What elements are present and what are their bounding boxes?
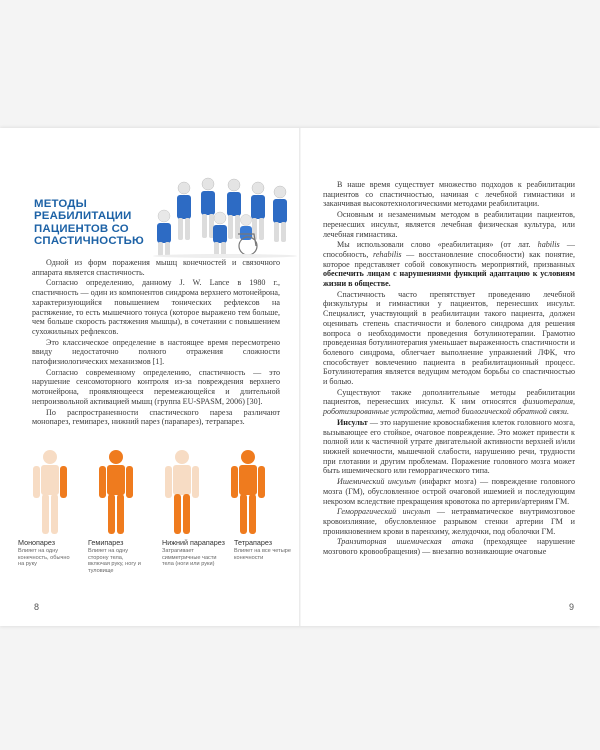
text-run: — способность, (323, 240, 575, 259)
page-number: 9 (568, 602, 574, 612)
figure-label-name: Тетрапарез (234, 538, 273, 547)
emphasis-text: обеспечить лицам с нарушениями функций адаптацию к условиям жизни в обществе. (323, 269, 575, 289)
paragraph: Одной из форм поражения мышц конечностей и связочного аппарата является спастичность. (32, 258, 280, 277)
paragraph (323, 477, 575, 506)
methods-list: физиотерапия, роботизированные устройства, метод биологической обратной связи. (323, 397, 575, 417)
right-page (301, 128, 600, 626)
paragraph (323, 388, 575, 417)
paragraph: Это классическое определение в настоящее время пересмотрено ввиду недостаточно полного отражения сложности патофизиологических механизмов [1]. (32, 337, 280, 367)
text-run: (преходящее нарушение мозгового кровообращения) — внезапно возникающие очаговые (323, 537, 575, 557)
figure-label (18, 538, 76, 568)
figure-label-desc: Влияет на одну сторону тела, включая руку, ногу и туловище (88, 548, 141, 574)
hemiparesis-figure (99, 450, 133, 534)
latin-term: rehabilis (372, 249, 402, 259)
figure-label-name: Гемипарез (88, 538, 124, 547)
figure-label (234, 538, 292, 561)
term-transient-ischemic-attack: Транзиторная ишемическая атака (337, 537, 474, 547)
paragraph (323, 507, 575, 536)
page-number: 8 (34, 602, 40, 612)
text-run: Мы использовали слово «реабилитация» (от лат. (337, 240, 538, 250)
paragraph: Согласно определению, данному J. W. Lance в 1980 г., спастичность — один из компонентов синдрома верхнего мотонейрона, характеризующийся повышением тонических рефлексов на растяжение, то есть мышечного тонуса (которое выражено тем больше, чем больше скорость растяжения мышцы), в сочетании с повышением сухожильных рефлексов. (32, 278, 280, 336)
paraparesis-figure (165, 450, 199, 534)
section-heading: МЕТОДЫ РЕАБИЛИТАЦИИ ПАЦИЕНТОВ СО СПАСТИЧНОСТЬЮ (34, 198, 144, 248)
left-page (0, 128, 299, 626)
figure-label-name: Нижний парапарез (162, 538, 225, 547)
figure-label (162, 538, 226, 568)
text-run: — восстановление способности) как понятие, которое представляет собой совокупность мероприятий, призванных (323, 249, 575, 269)
right-page-body (323, 180, 575, 557)
tetraparesis-figure (231, 450, 265, 534)
figure-label-desc: Затрагивает симметричные части тела (ноги или руки) (162, 548, 217, 568)
paragraph: Спастичность часто препятствует проведению лечебной физкультуры и гимнастики у пациентов, перенесших инсульт. Специалист, участвующий в реабилитации такого пациента, должен оценивать степень спастичности и болевого синдрома для решения вопроса о необходимости проведения ботулинотерапии. Грамотно проведенная ботулинотерапия уменьшает выраженность спастичности и болевого синдрома, облегчает выполнение упражнений ЛФК, что способствует вовлечению пациента в реабилитационный процесс. Ботулинотерапия является ведущим методом борьбы со спастичностью и болью. (323, 289, 575, 387)
latin-term: habilis (537, 240, 560, 250)
paragraph: По распространенности спастического пареза различают монопарез, гемипарез, нижний парез (парапарез), тетрапарез. (32, 407, 280, 427)
text-run: — это нарушение кровоснабжения клеток головного мозга, вызывающее его стойкое, очаговое повреждение. Это может привести к полной или к частичной утрате двигательной активности верхней и/или нижней конечности, мышечной слабости, нарушению речи, трудности при глотании и другим проблемам. Поражение головного мозга может быть ишемического или геморрагического типа. (323, 417, 575, 476)
term-stroke: Инсульт (337, 417, 368, 427)
figure-label-desc: Влияет на одну конечность, обычно на руку (18, 548, 70, 568)
figure-label (88, 538, 146, 574)
figure-label-desc: Влияет на все четыре конечности (234, 548, 291, 561)
term-ischemic-stroke: Ишемический инсульт (337, 477, 416, 487)
paragraph (323, 240, 575, 289)
monoparesis-figure (33, 450, 67, 534)
left-page-body (32, 258, 280, 427)
paragraph (323, 418, 575, 476)
paragraph (323, 537, 575, 556)
paragraph: В наше время существует множество подходов к реабилитации пациентов со спастичностью, начиная с лечебной гимнастики и заканчивая высокотехнологическими методами реабилитации. (323, 180, 575, 209)
paresis-figures (20, 448, 280, 538)
text-run: — нетравматическое внутримозговое кровоизлияние, обусловленное разрывом стенки артерии ГМ и проникновением крови в паренхиму, желудочки, под оболочки ГМ. (323, 507, 575, 536)
person-figures (157, 178, 287, 256)
figure-label-name: Монопарез (18, 538, 56, 547)
text-run: (инфаркт мозга) — повреждение головного мозга (ГМ), обусловленное острой очаговой ишемией и последующим некрозом вследствие прекращения кровотока по артерии/артериям ГМ. (323, 477, 575, 506)
paragraph: Согласно современному определению, спастичность — это нарушение сенсомоторного контроля из-за повреждения верхнего мотонейрона, проявляющееся перемежающейся и длительной непроизвольной активацией мышц (группа EU-SPASM, 2006) [30]. (32, 367, 280, 406)
term-hemorrhagic-stroke: Геморрагический инсульт (337, 507, 431, 517)
rehabilitation-people-illustration (150, 176, 300, 258)
book-spread (0, 128, 600, 626)
text-run: Существуют также дополнительные методы реабилитации пациентов, перенесших инсульт. К ним относятся (323, 387, 575, 407)
paragraph: Основным и незаменимым методом в реабилитации пациентов, перенесших инсульт, является лечебная физическая культура, или лечебная гимнастика. (323, 210, 575, 239)
